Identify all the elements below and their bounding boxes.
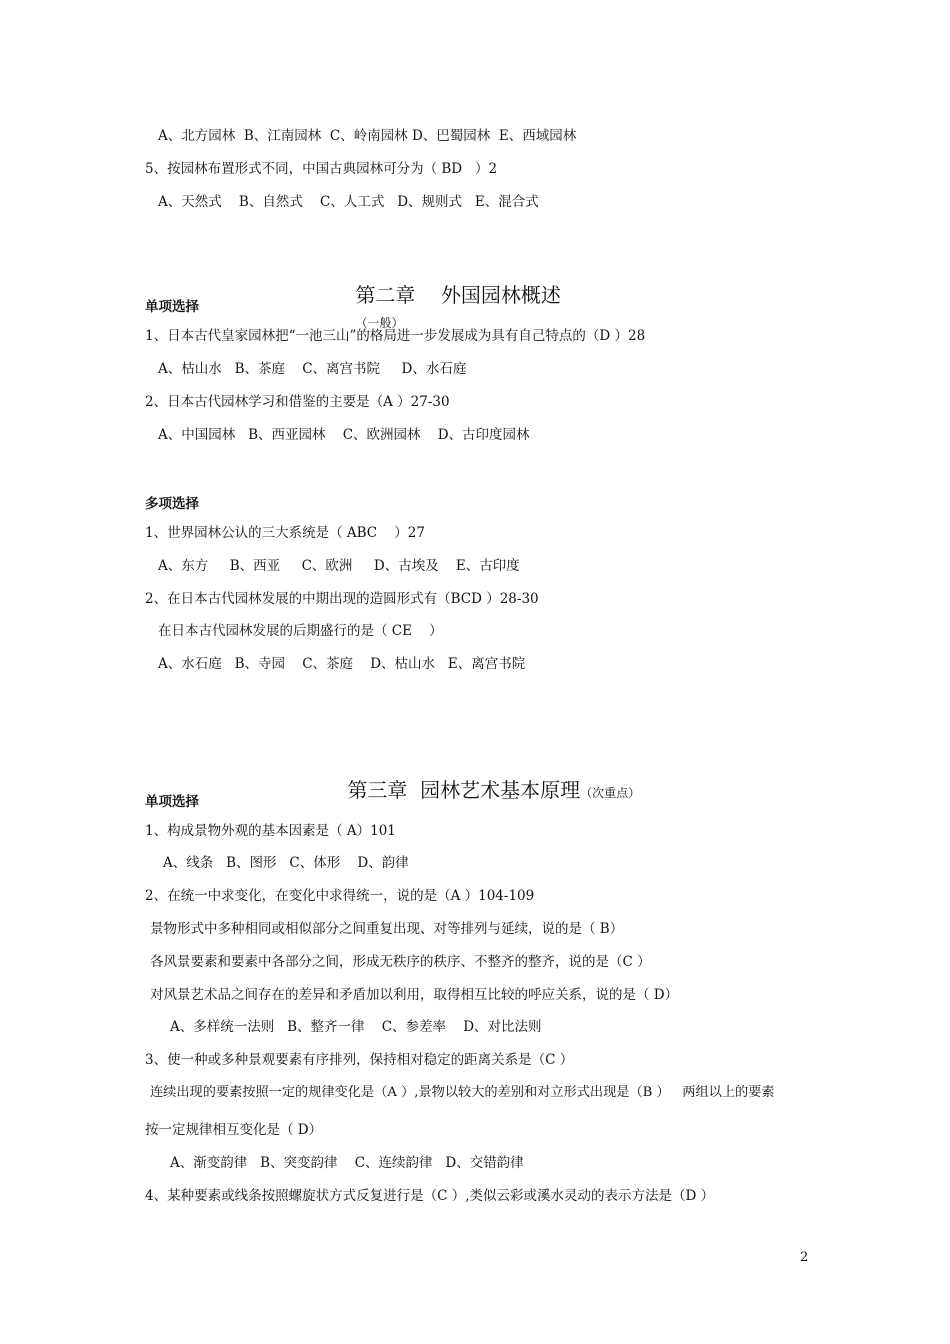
option-line: A、枯山水 B、茶庭 C、离宫书院 D、水石庭 [158,361,467,377]
question-line: 4、某种要素或线条按照螺旋状方式反复进行是（C ）,类似云彩或溪水灵动的表示方法是（D ） [145,1188,715,1204]
question-line: 1、日本古代皇家园林把“一池三山”的格局进一步发展成为具有自己特点的（D ）28 [145,328,646,344]
chapter-note: （次重点） [580,786,641,800]
option-line: A、渐变韵律 B、突变韵律 C、连续韵律 D、交错韵律 [170,1155,524,1171]
option-line: A、北方园林 B、江南园林 C、岭南园林 D、巴蜀园林 E、西域园林 [158,128,577,144]
chapter-title-text: 第三章 园林艺术基本原理 [347,778,581,802]
question-line: 1、构成景物外观的基本因素是（ A）101 [145,823,396,839]
question-line: 按一定规律相互变化是（ D） [145,1122,323,1138]
question-line: 连续出现的要素按照一定的规律变化是（A ）,景物以较大的差别和对立形式出现是（B ） 两组以上的要素 [150,1085,775,1100]
option-line: A、天然式 B、自然式 C、人工式 D、规则式 E、混合式 [158,194,539,210]
question-line: 3、使一种或多种景观要素有序排列，保持相对稳定的距离关系是（C ） [145,1052,574,1068]
section-heading-single: 单项选择 [145,299,199,315]
question-line: 景物形式中多种相同或相似部分之间重复出现、对等排列与延续，说的是（ B） [150,921,624,937]
option-line: A、多样统一法则 B、整齐一律 C、参差率 D、对比法则 [170,1019,542,1035]
question-line: 2、在日本古代园林发展的中期出现的造圆形式有（BCD ）28-30 [145,591,539,607]
chapter-note: （一般） [355,316,404,330]
question-line: 对风景艺术品之间存在的差异和矛盾加以利用，取得相互比较的呼应关系，说的是（ D） [150,987,679,1003]
option-line: A、线条 B、图形 C、体形 D、韵律 [163,855,409,871]
question-line: 1、世界园林公认的三大系统是（ ABC ）27 [145,525,425,541]
section-heading-single: 单项选择 [145,794,199,810]
question-line: 2、日本古代园林学习和借鉴的主要是（A ）27-30 [145,394,450,410]
question-line: 2、在统一中求变化，在变化中求得统一，说的是（A ）104-109 [145,888,535,904]
question-line: 在日本古代园林发展的后期盛行的是（ CE ） [158,623,443,639]
option-line: A、东方 B、西亚 C、欧洲 D、古埃及 E、古印度 [158,558,520,574]
chapter-3-title [322,750,640,827]
page-number: 2 [800,1250,809,1265]
option-line: A、中国园林 B、西亚园林 C、欧洲园林 D、古印度园林 [158,427,530,443]
section-heading-multi: 多项选择 [145,496,199,512]
question-line: 5、按园林布置形式不同，中国古典园林可分为（ BD ）2 [145,161,498,177]
question-line: 各风景要素和要素中各部分之间，形成无秩序的秩序、不整齐的整齐，说的是（C ） [150,954,651,970]
chapter-title-text: 第二章 外国园林概述 [355,283,561,307]
option-line: A、水石庭 B、寺园 C、茶庭 D、枯山水 E、离宫书院 [158,656,526,672]
